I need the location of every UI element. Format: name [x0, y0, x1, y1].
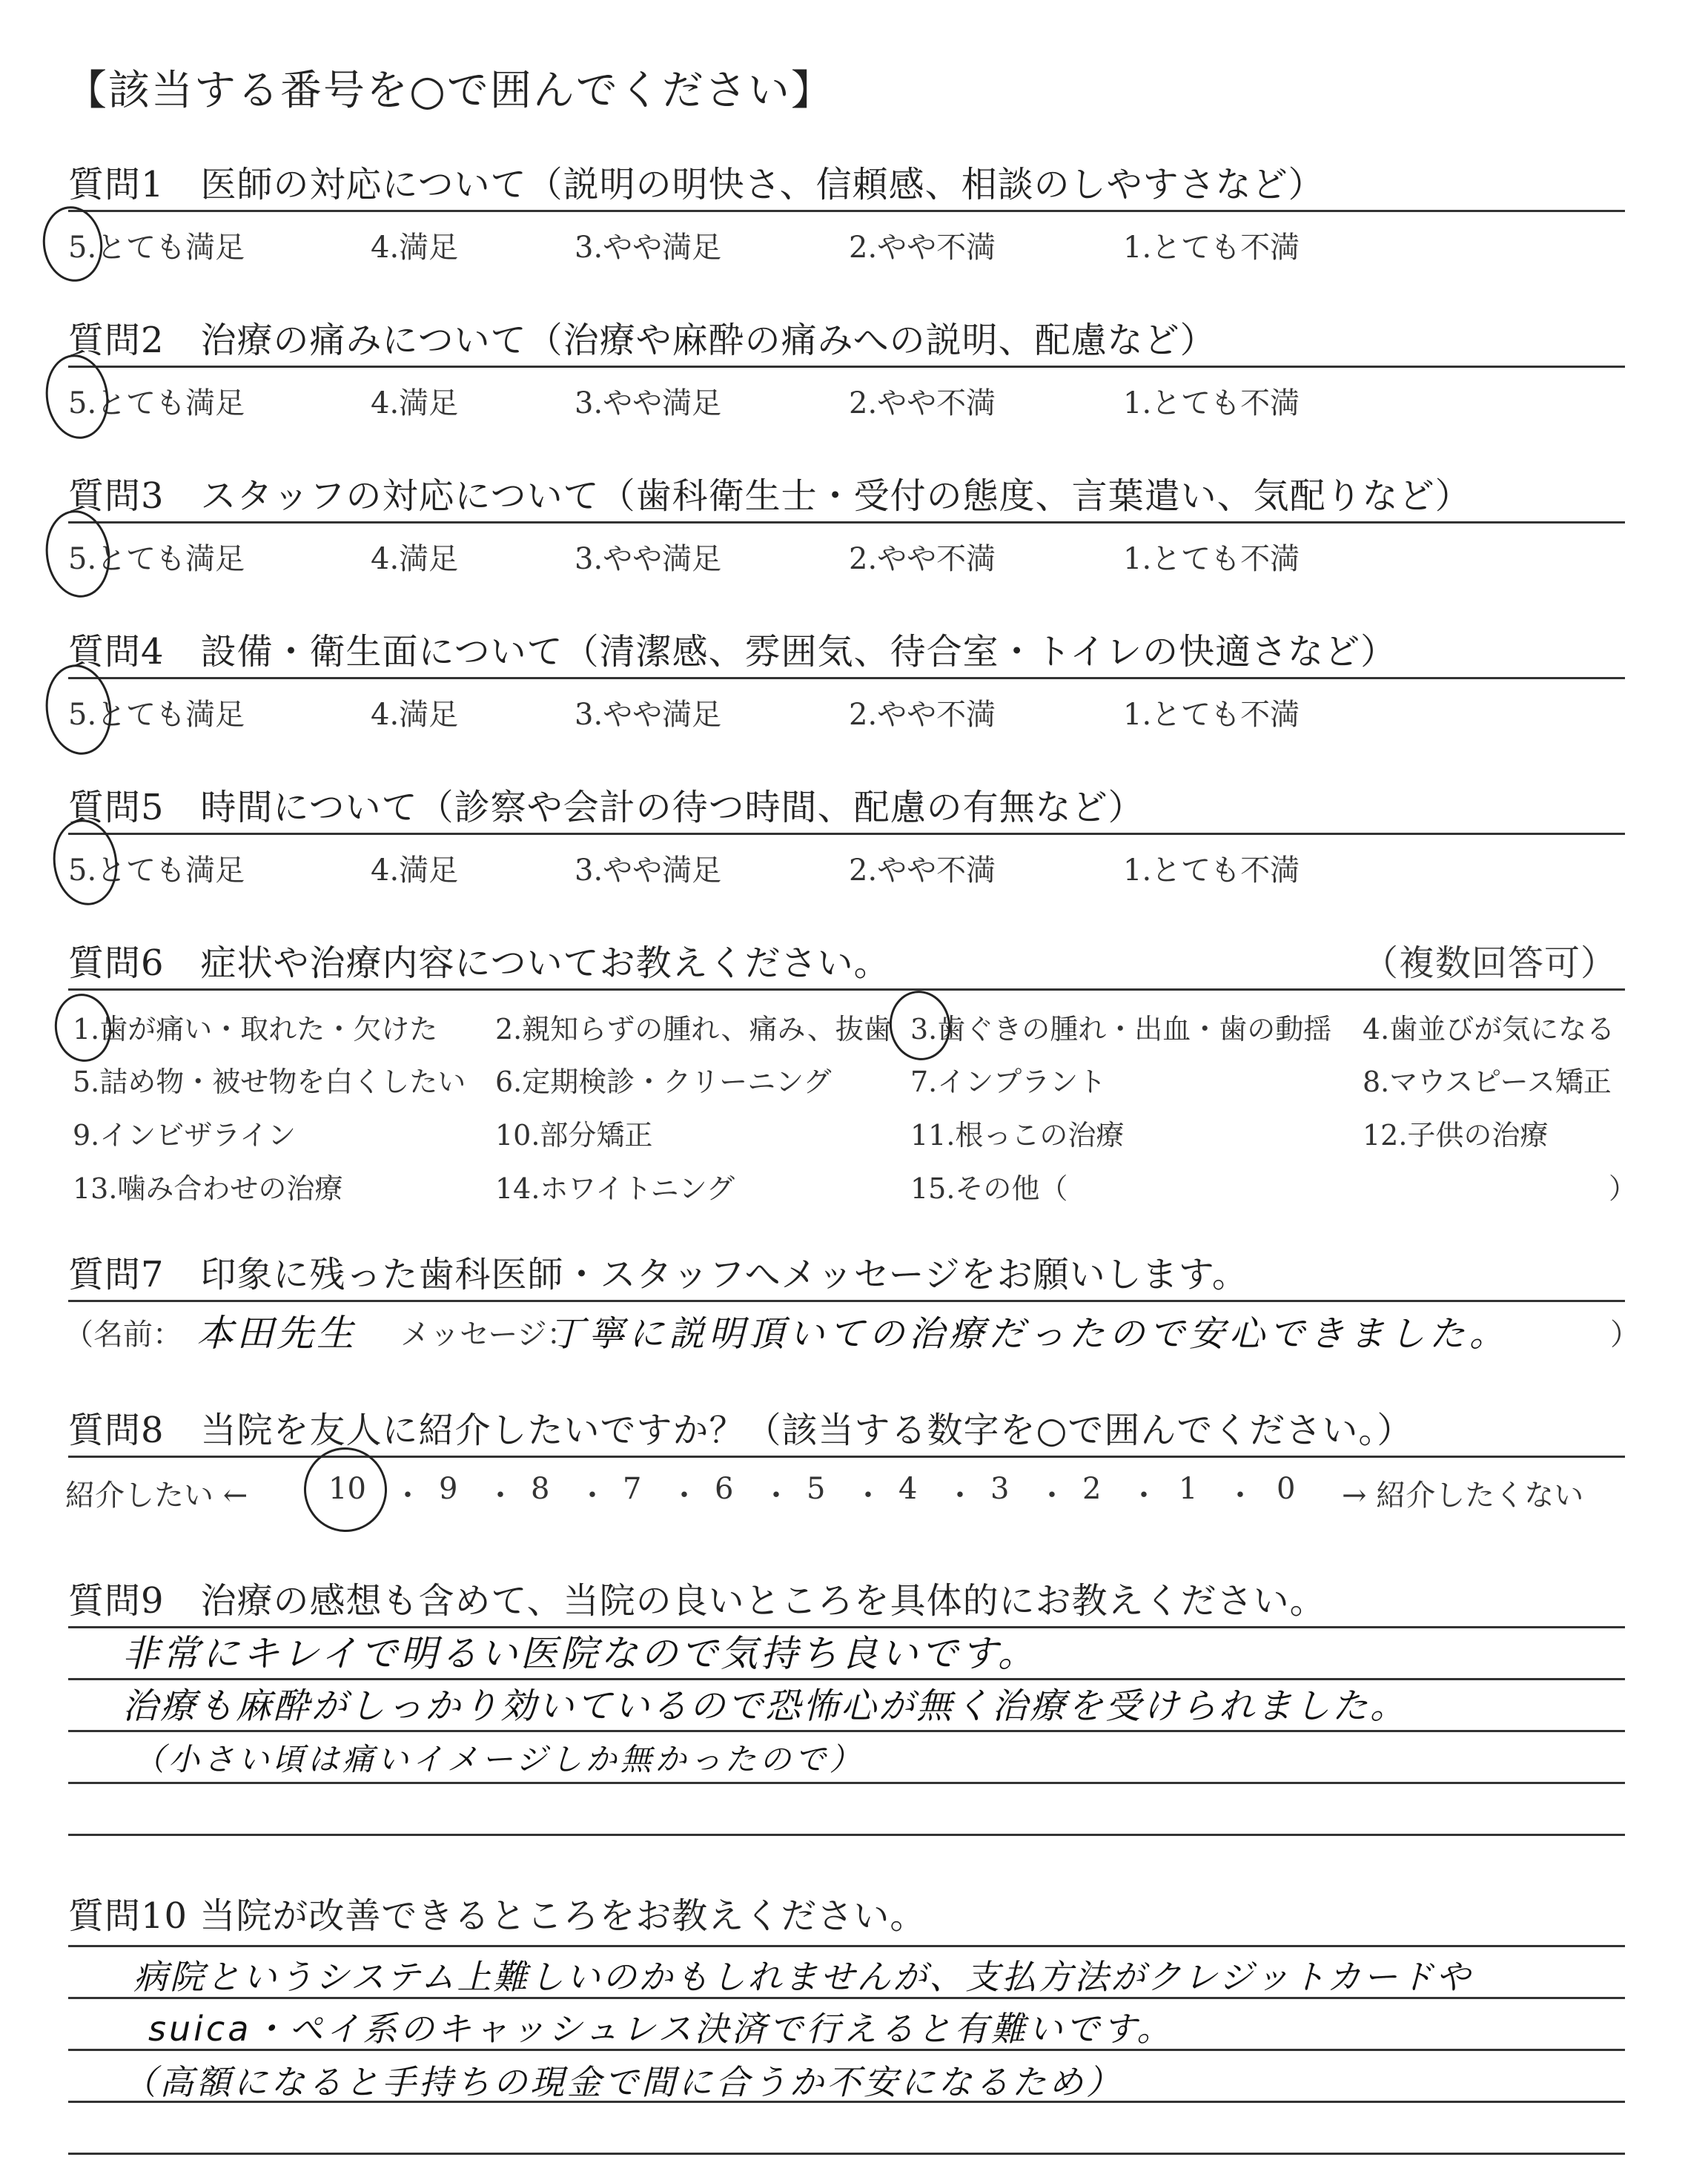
q10-answer-line-1[interactable]: 病院というシステム上難しいのかもしれませんが、支払方法がクレジットカードや [133, 1957, 1472, 1997]
q9-answer-line-1[interactable]: 非常にキレイで明るい医院なので気持ち良いです。 [122, 1632, 1038, 1675]
q8-sep: ・ [1129, 1479, 1159, 1513]
q8-scale-5[interactable]: 5 [807, 1472, 826, 1506]
q8-scale-8[interactable]: 8 [531, 1472, 550, 1506]
q8-sep: ・ [1037, 1479, 1067, 1513]
q9-answer-line-2[interactable]: 治療も麻酔がしっかり効いているので恐怖心が無く治療を受けられました。 [122, 1685, 1409, 1727]
q6-item-14[interactable]: 14.ホワイトニング [495, 1172, 735, 1205]
q9-rule-3 [68, 1730, 1625, 1732]
q1-option-1[interactable]: 1.とても不満 [1123, 231, 1300, 265]
q3-title: 質問3 スタッフの対応について（歯科衛生士・受付の態度、言葉遣い、気配りなど） [68, 475, 1472, 517]
q8-sep: ・ [945, 1479, 975, 1513]
q1-option-4[interactable]: 4.満足 [371, 231, 459, 265]
q8-sep: ・ [853, 1479, 883, 1513]
q6-title: 質問6 症状や治療内容についてお教えください。 [68, 942, 890, 984]
q10-answer-line-3[interactable]: （高額になると手持ちの現金で間に合うか不安になるため） [122, 2062, 1123, 2102]
q7-title: 質問7 印象に残った歯科医師・スタッフへメッセージをお願いします。 [68, 1254, 1248, 1295]
q6-item-2[interactable]: 2.親知らずの腫れ、痛み、抜歯 [495, 1013, 892, 1046]
q8-scale-2[interactable]: 2 [1082, 1472, 1102, 1506]
q6-item-4[interactable]: 4.歯並びが気になる [1363, 1013, 1615, 1046]
q6-item-11[interactable]: 11.根っこの治療 [910, 1119, 1125, 1152]
q5-option-5[interactable]: 5.とても満足 [68, 853, 245, 888]
q5-rule [68, 833, 1625, 835]
q8-sep: ・ [761, 1479, 791, 1513]
q8-sep: ・ [393, 1479, 423, 1513]
q8-sep: ・ [1225, 1479, 1255, 1513]
q7-message-label: メッセージ： [400, 1318, 577, 1352]
q9-title: 質問9 治療の感想も含めて、当院の良いところを具体的にお教えください。 [68, 1580, 1326, 1622]
q6-item-12[interactable]: 12.子供の治療 [1363, 1119, 1549, 1152]
q8-scale-1[interactable]: 1 [1179, 1472, 1198, 1506]
q5-option-1[interactable]: 1.とても不満 [1123, 853, 1300, 888]
q9-rule-4 [68, 1782, 1625, 1784]
q4-rule [68, 677, 1625, 679]
q2-option-2[interactable]: 2.やや不満 [849, 386, 996, 420]
q9-answer-line-3[interactable]: （小さい頃は痛いイメージしか無かったので） [133, 1741, 864, 1777]
q6-item-9[interactable]: 9.インビザライン [73, 1119, 297, 1152]
q2-rule [68, 366, 1625, 368]
q9-rule-5 [68, 1834, 1625, 1836]
q10-title: 質問10 当院が改善できるところをお教えください。 [68, 1895, 927, 1937]
q6-item-10[interactable]: 10.部分矯正 [495, 1119, 653, 1152]
q5-title: 質問5 時間について（診察や会計の待つ時間、配慮の有無など） [68, 787, 1145, 828]
q6-item-6[interactable]: 6.定期検診・クリーニング [495, 1066, 832, 1098]
q8-rule [68, 1456, 1625, 1458]
q7-name-value[interactable]: 本田先生 [196, 1312, 357, 1355]
q3-selected-circle [40, 506, 116, 602]
q3-rule [68, 521, 1625, 524]
q1-option-2[interactable]: 2.やや不満 [849, 231, 996, 265]
q4-option-3[interactable]: 3.やや満足 [575, 698, 722, 732]
q5-option-2[interactable]: 2.やや不満 [849, 853, 996, 888]
q6-rule [68, 988, 1625, 991]
q3-option-2[interactable]: 2.やや不満 [849, 542, 996, 576]
q4-title: 質問4 設備・衛生面について（清潔感、雰囲気、待合室・トイレの快適さなど） [68, 631, 1397, 673]
q6-selected-circle-3 [885, 987, 955, 1064]
q3-option-4[interactable]: 4.満足 [371, 542, 459, 576]
q1-option-3[interactable]: 3.やや満足 [575, 231, 722, 265]
q2-option-3[interactable]: 3.やや満足 [575, 386, 722, 420]
q1-title: 質問1 医師の対応について（説明の明快さ、信頼感、相談のしやすさなど） [68, 164, 1325, 205]
q7-rule [68, 1300, 1625, 1302]
q6-selected-circle-1 [50, 990, 116, 1066]
q6-item-13[interactable]: 13.噛み合わせの治療 [73, 1172, 343, 1205]
q8-scale-10[interactable]: 10 [328, 1472, 366, 1506]
q8-scale-6[interactable]: 6 [715, 1472, 734, 1506]
q6-item-5[interactable]: 5.詰め物・被せ物を白くしたい [73, 1066, 466, 1098]
q6-item-1[interactable]: 1.歯が痛い・取れた・欠けた [73, 1013, 438, 1046]
q6-item-15-close: ） [1609, 1172, 1638, 1205]
q6-item-8[interactable]: 8.マウスピース矯正 [1363, 1066, 1612, 1098]
page-heading: 【該当する番号を○で囲んでください】 [65, 67, 834, 115]
q2-selected-circle [40, 351, 113, 443]
q8-sep: ・ [577, 1479, 607, 1513]
q10-answer-line-2[interactable]: suica・ペイ系のキャッシュレス決済で行えると有難いです。 [148, 2009, 1174, 2049]
q7-name-label: （名前： [64, 1318, 182, 1352]
q3-option-1[interactable]: 1.とても不満 [1123, 542, 1300, 576]
q6-note: （複数回答可） [1363, 942, 1618, 984]
q8-scale-0[interactable]: 0 [1277, 1472, 1296, 1506]
q1-selected-circle [38, 202, 107, 285]
q4-selected-circle [40, 660, 117, 759]
q1-option-5[interactable]: 5.とても満足 [68, 231, 245, 265]
q7-message-value[interactable]: 丁寧に説明頂いての治療だったので安心できました。 [549, 1313, 1510, 1355]
q8-scale-3[interactable]: 3 [990, 1472, 1010, 1506]
q10-rule-5 [68, 2153, 1625, 2155]
q1-rule [68, 210, 1625, 212]
q10-rule-1 [68, 1945, 1625, 1947]
q2-option-5[interactable]: 5.とても満足 [68, 386, 245, 420]
q8-left-label: 紹介したい ← [65, 1479, 248, 1513]
q8-scale-4[interactable]: 4 [898, 1472, 918, 1506]
q3-option-5[interactable]: 5.とても満足 [68, 542, 245, 576]
q2-title: 質問2 治療の痛みについて（治療や麻酔の痛みへの説明、配慮など） [68, 320, 1217, 361]
q4-option-1[interactable]: 1.とても不満 [1123, 698, 1300, 732]
q8-scale-9[interactable]: 9 [439, 1472, 458, 1506]
q8-sep: ・ [486, 1479, 515, 1513]
q4-option-4[interactable]: 4.満足 [371, 698, 459, 732]
q4-option-5[interactable]: 5.とても満足 [68, 698, 245, 732]
q3-option-3[interactable]: 3.やや満足 [575, 542, 722, 576]
q8-sep: ・ [669, 1479, 699, 1513]
q8-scale-7[interactable]: 7 [623, 1472, 642, 1506]
q6-item-7[interactable]: 7.インプラント [910, 1066, 1107, 1098]
q8-right-label: → 紹介したくない [1342, 1479, 1584, 1513]
q5-option-4[interactable]: 4.満足 [371, 853, 459, 888]
q8-title: 質問8 当院を友人に紹介したいですか？（該当する数字を○で囲んでください。） [68, 1410, 1414, 1451]
q7-close-paren: ） [1610, 1318, 1640, 1352]
q6-item-15[interactable]: 15.その他（ [910, 1172, 1068, 1205]
q4-option-2[interactable]: 2.やや不満 [849, 698, 996, 732]
q6-item-3[interactable]: 3.歯ぐきの腫れ・出血・歯の動揺 [910, 1013, 1332, 1046]
q2-option-1[interactable]: 1.とても不満 [1123, 386, 1300, 420]
q2-option-4[interactable]: 4.満足 [371, 386, 459, 420]
q5-option-3[interactable]: 3.やや満足 [575, 853, 722, 888]
